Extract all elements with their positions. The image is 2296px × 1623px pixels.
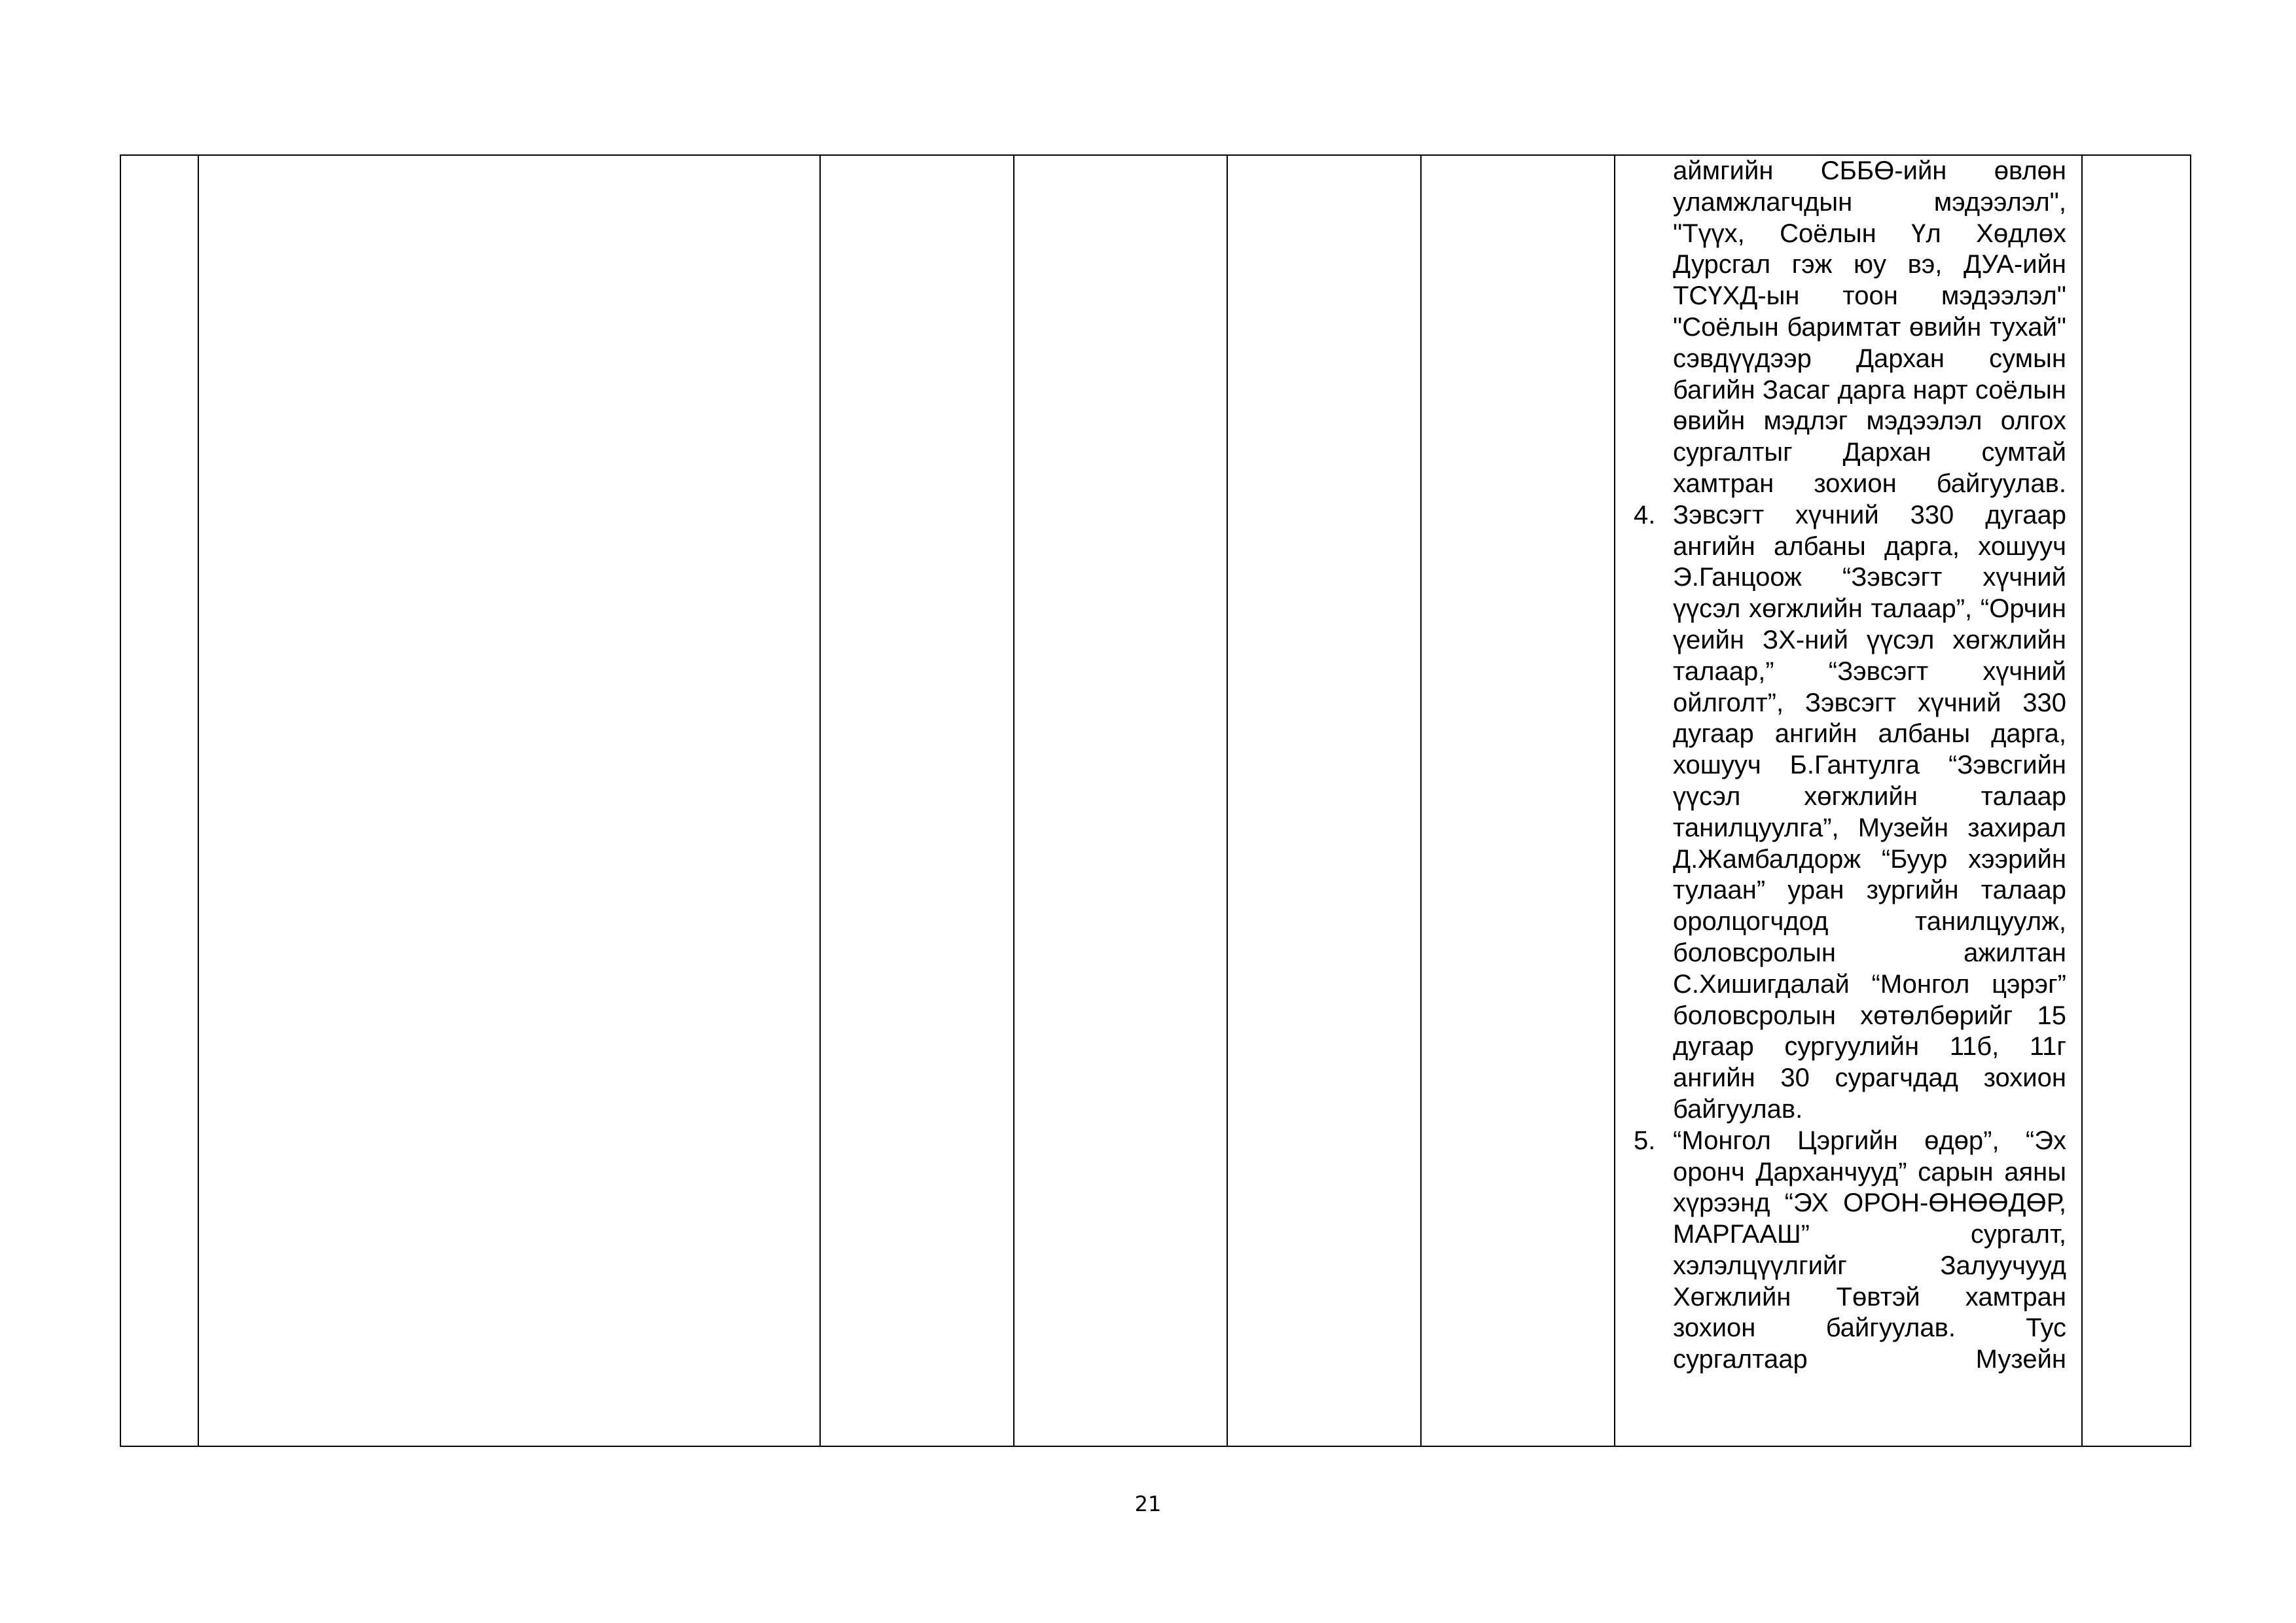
table-cell-col-4 (1014, 155, 1227, 1446)
list-item (1634, 1126, 2066, 1376)
table-cell-implementation (1615, 155, 2082, 1446)
table-cell-number (120, 155, 198, 1446)
implementation-list (1615, 500, 2081, 1376)
continuation-paragraph: аймгийн СББӨ-ийн өвлөн уламжлагчдын мэдээлэл", "Түүх, Соёлын Үл Хөдлөх Дурсгал гэж юу вэ, ДУА-ийн ТСҮХД-ын тоон мэдээлэл" "Соёлын баримтат өвийн тухай" сэвдүүдээр Дархан сумын багийн Засаг дарга нарт соёлын өвийн мэдлэг мэдээлэл олгох сургалтыг Дархан сумтай хамтран зохион байгуулав. (1673, 156, 2066, 498)
table-cell-col-3 (820, 155, 1014, 1446)
list-item-text: Зэвсэгт хүчний 330 дугаар ангийн албаны дарга, хошууч Э.Ганцоож “Зэвсэгт хүчний үүсэл хөгжлийн талаар”, “Орчин үеийн ЗХ-ний үүсэл хөгжлийн талаар,” “Зэвсэгт хүчний ойлголт”, Зэвсэгт хүчний 330 дугаар ангийн албаны дарга, хошууч Б.Гантулга “Зэвсгийн үүсэл хөгжлийн талаар танилцуулга”, Музейн захирал Д.Жамбалдорж “Буур хээрийн тулаан” уран зургийн талаар оролцогчдод танилцуулж, боловсролын ажилтан С.Хишигдалай “Монгол цэрэг” боловсролын хөтөлбөрийг 15 дугаар сургуулийн 11б, 11г ангийн 30 сурагчдад зохион байгуулав. (1673, 500, 2066, 1124)
list-item-number: 4. (1634, 500, 1656, 529)
list-item-number: 5. (1634, 1126, 1656, 1155)
implementation-text (1615, 156, 2081, 1446)
report-table (120, 154, 2191, 1447)
table-row (120, 155, 2191, 1446)
list-item-text: “Монгол Цэргийн өдөр”, “Эх оронч Дарханчууд” сарын аяны хүрээнд “ЭХ ОРОН-ӨНӨӨДӨР, МАРГААШ” сургалт, хэлэлцүүлгийг Залуучууд Хөгжлийн Төвтэй хамтран зохион байгуулав. Тус сургалтаар Музейн (1673, 1126, 2066, 1374)
table-cell-col-5 (1227, 155, 1421, 1446)
table-cell-notes (2082, 155, 2191, 1446)
page-number: 21 (1134, 1491, 1162, 1516)
list-item (1634, 500, 2066, 1126)
table-cell-col-6 (1421, 155, 1615, 1446)
table-cell-activity (198, 155, 820, 1446)
